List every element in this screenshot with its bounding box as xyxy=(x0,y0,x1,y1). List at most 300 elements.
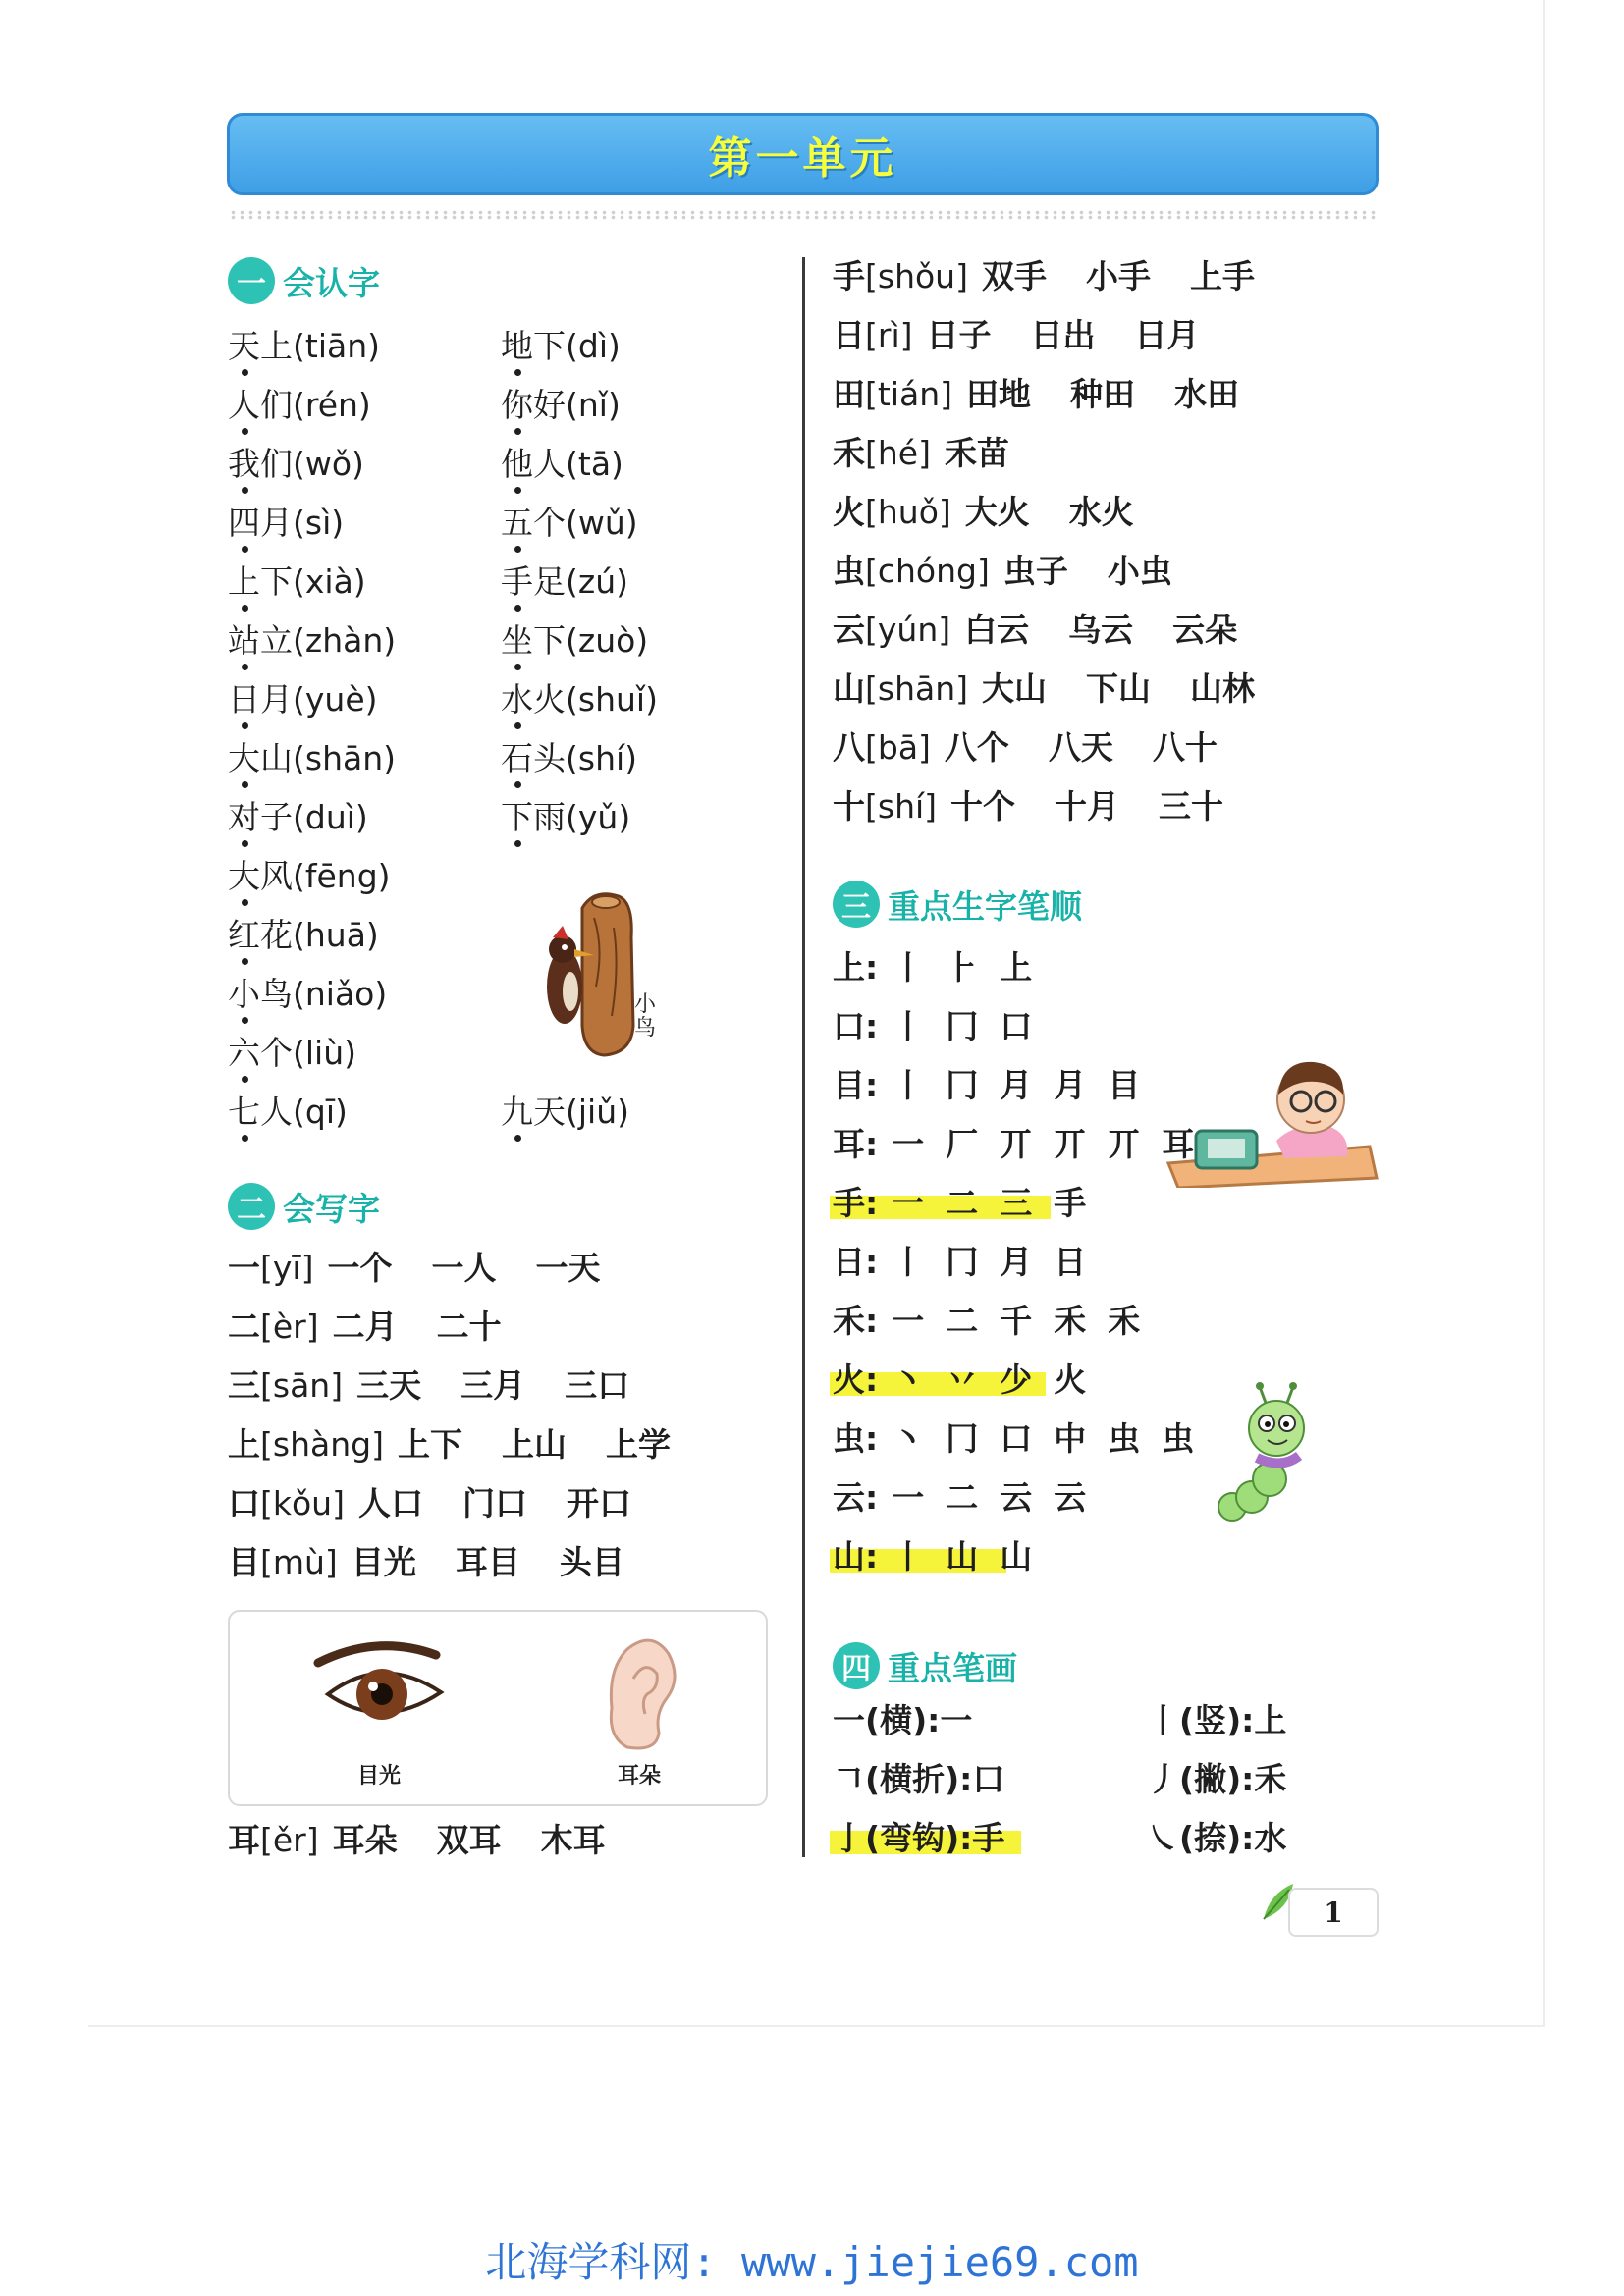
word-group xyxy=(1003,552,1212,590)
pinyin: (nǐ) xyxy=(566,386,621,424)
dotted-char: 五 xyxy=(501,504,533,542)
stroke-step: 一 xyxy=(892,1184,925,1222)
word: 下山 xyxy=(1086,669,1151,708)
stroke-step: 虫 xyxy=(1162,1419,1195,1458)
stroke-step: 云 xyxy=(1054,1478,1087,1517)
recognize-word xyxy=(501,327,621,366)
eye-illustration xyxy=(308,1633,456,1741)
write-item xyxy=(228,1366,669,1406)
word: 山林 xyxy=(1190,669,1255,708)
word: 人口 xyxy=(357,1484,423,1522)
dotted-char: 你 xyxy=(501,386,533,424)
word: 开口 xyxy=(566,1484,631,1522)
stroke-order-row xyxy=(833,1066,1162,1105)
dotted-char: 我 xyxy=(228,445,260,483)
pinyin: (yǔ) xyxy=(566,798,631,836)
word-group xyxy=(950,787,1263,826)
section-title: 会写字 xyxy=(283,1189,380,1228)
char: 人 xyxy=(260,1093,293,1131)
pinyin: [yún] xyxy=(865,611,951,649)
dotted-char: 石 xyxy=(501,739,533,777)
dotted-char: 七 xyxy=(228,1093,260,1131)
recognize-word xyxy=(501,1093,629,1132)
write-item xyxy=(833,611,1276,650)
word: 十月 xyxy=(1055,787,1120,826)
word: 耳目 xyxy=(455,1543,520,1581)
word: 头目 xyxy=(559,1543,624,1581)
stroke-step: 丌 xyxy=(1108,1125,1141,1163)
word: 三天 xyxy=(356,1366,422,1405)
stroke-order-char: 虫: xyxy=(833,1419,879,1458)
stroke-order-row xyxy=(833,948,1054,988)
dotted-char: 日 xyxy=(228,680,260,719)
unit-banner xyxy=(227,113,1379,195)
write-char: 一 xyxy=(228,1249,260,1287)
pinyin: (zuò) xyxy=(566,621,649,660)
pinyin: (qī) xyxy=(293,1093,348,1131)
stroke-step: 耳 xyxy=(1162,1125,1195,1163)
pinyin: (yuè) xyxy=(293,680,378,719)
word: 三十 xyxy=(1159,787,1224,826)
recognize-word xyxy=(228,445,364,484)
recognize-word xyxy=(501,445,623,484)
stroke-step: 禾 xyxy=(1054,1302,1087,1340)
pinyin: [huǒ] xyxy=(865,493,951,531)
write-item xyxy=(833,434,1049,473)
char: 足 xyxy=(533,562,566,601)
word: 双耳 xyxy=(436,1821,502,1859)
word-group xyxy=(965,493,1173,531)
pinyin: (niǎo) xyxy=(293,975,388,1013)
pinyin: [shàng] xyxy=(260,1425,384,1464)
word: 小手 xyxy=(1085,257,1151,295)
recognize-word xyxy=(501,504,638,543)
write-char: 火 xyxy=(833,493,865,531)
write-char: 禾 xyxy=(833,434,865,472)
recognize-word xyxy=(228,975,387,1014)
pinyin: [yī] xyxy=(260,1249,314,1287)
section-header-stroke-order xyxy=(833,881,1082,928)
dotted-char: 上 xyxy=(228,562,260,601)
word: 八十 xyxy=(1152,728,1218,767)
pinyin: (shuǐ) xyxy=(566,680,658,719)
char: 下 xyxy=(260,562,293,601)
stroke-step: 丌 xyxy=(1054,1125,1087,1163)
page-edge xyxy=(1543,0,1545,2027)
word: 日子 xyxy=(926,316,992,354)
stroke-step: 丨 xyxy=(892,1007,925,1045)
write-char: 三 xyxy=(228,1366,260,1405)
word-group xyxy=(964,611,1276,649)
pinyin: [èr] xyxy=(260,1308,319,1346)
word: 上学 xyxy=(605,1425,671,1464)
dotted-char: 站 xyxy=(228,621,260,660)
pinyin: (jiǔ) xyxy=(566,1093,630,1131)
char: 下 xyxy=(533,621,566,660)
stroke-step: 千 xyxy=(1000,1302,1033,1340)
section-title: 会认字 xyxy=(283,263,380,302)
word: 白云 xyxy=(964,611,1030,649)
stroke-order-char: 耳: xyxy=(833,1125,879,1163)
write-char: 目 xyxy=(228,1543,260,1581)
write-item xyxy=(833,316,1239,355)
stroke-order-char: 日: xyxy=(833,1243,879,1281)
stroke-step: 少 xyxy=(1000,1361,1033,1399)
char: 天 xyxy=(533,1093,566,1131)
dotted-char: 手 xyxy=(501,562,533,601)
recognize-word xyxy=(228,327,380,366)
stroke-step: 月 xyxy=(1000,1066,1033,1104)
recognize-word xyxy=(228,562,366,602)
write-char: 云 xyxy=(833,611,865,649)
recognize-word xyxy=(228,504,344,543)
write-char: 日 xyxy=(833,316,865,354)
write-item xyxy=(228,1484,671,1523)
char: 鸟 xyxy=(260,975,293,1013)
pinyin: (wǒ) xyxy=(293,445,364,483)
recognize-word xyxy=(228,739,396,778)
stroke-order-row xyxy=(833,1007,1054,1046)
word: 一天 xyxy=(535,1249,601,1287)
word: 虫子 xyxy=(1002,552,1068,590)
char: 们 xyxy=(260,445,293,483)
word: 水田 xyxy=(1174,375,1239,413)
word: 木耳 xyxy=(540,1821,606,1859)
char: 花 xyxy=(260,916,293,954)
word: 十个 xyxy=(950,787,1016,826)
word: 田地 xyxy=(966,375,1031,413)
write-char: 手 xyxy=(833,257,865,295)
write-char: 虫 xyxy=(833,552,865,590)
write-item xyxy=(833,787,1263,827)
word: 小虫 xyxy=(1107,552,1172,590)
dotted-char: 红 xyxy=(228,916,260,954)
word: 乌云 xyxy=(1068,611,1134,649)
stroke-step: 中 xyxy=(1054,1419,1087,1458)
page-edge xyxy=(88,2025,1545,2027)
recognize-word xyxy=(501,798,630,837)
recognize-word xyxy=(501,680,658,720)
dotted-char: 人 xyxy=(228,386,260,424)
pinyin: [rì] xyxy=(865,316,913,354)
stroke-step: 一 xyxy=(892,1478,925,1517)
stroke-order-char: 上: xyxy=(833,948,879,987)
word: 八个 xyxy=(944,728,1009,767)
eye-ear-illustration-box xyxy=(228,1610,768,1806)
word-group xyxy=(327,1249,639,1287)
stroke-order-row xyxy=(833,1361,1108,1400)
stroke-step: ⺊ xyxy=(946,948,979,987)
write-char: 口 xyxy=(228,1484,260,1522)
dotted-char: 大 xyxy=(228,857,260,895)
stroke-step: 一 xyxy=(892,1125,925,1163)
section-header-recognize xyxy=(228,257,380,304)
stroke-order-char: 火: xyxy=(833,1361,879,1399)
stroke-order-char: 禾: xyxy=(833,1302,879,1340)
section-badge: 三 xyxy=(833,881,880,928)
unit-title: 第一单元 xyxy=(708,133,897,184)
stroke-step: 冂 xyxy=(946,1007,979,1045)
word-group xyxy=(333,1308,541,1346)
pinyin: [shí] xyxy=(865,787,938,826)
stroke-order-char: 云: xyxy=(833,1478,879,1517)
stroke-step: 上 xyxy=(1000,948,1033,987)
write-item xyxy=(228,1249,639,1288)
recognize-word xyxy=(228,798,368,837)
write-char: 十 xyxy=(833,787,865,826)
char: 子 xyxy=(260,798,293,836)
char: 山 xyxy=(260,739,293,777)
dotted-char: 四 xyxy=(228,504,260,542)
pinyin: (duì) xyxy=(293,798,368,836)
stroke-order-char: 手: xyxy=(833,1184,879,1222)
stroke-order-row xyxy=(833,1419,1216,1459)
dotted-char: 九 xyxy=(501,1093,533,1131)
stroke-step: 日 xyxy=(1054,1243,1087,1281)
dotted-char: 大 xyxy=(228,739,260,777)
word-group xyxy=(356,1366,669,1405)
word: 目光 xyxy=(351,1543,416,1581)
stroke-order-row xyxy=(833,1478,1108,1518)
pinyin: (fēng) xyxy=(293,857,391,895)
stroke-step: 冂 xyxy=(946,1419,979,1458)
word-group xyxy=(982,669,1294,708)
key-stroke-left: 一(横):一 xyxy=(833,1701,973,1739)
pinyin: (tā) xyxy=(566,445,623,483)
pinyin: (shí) xyxy=(566,739,638,777)
char: 立 xyxy=(260,621,293,660)
char: 好 xyxy=(533,386,566,424)
pinyin: [bā] xyxy=(865,728,931,767)
word: 上手 xyxy=(1189,257,1255,295)
word: 上山 xyxy=(501,1425,567,1464)
key-stroke-left: 亅(弯钩):手 xyxy=(833,1819,1005,1857)
word: 三月 xyxy=(460,1366,526,1405)
word: 三口 xyxy=(565,1366,630,1405)
stroke-step: 厂 xyxy=(946,1125,979,1163)
ear-caption: 耳朵 xyxy=(618,1764,662,1789)
write-item xyxy=(833,375,1278,414)
stroke-step: 禾 xyxy=(1108,1302,1141,1340)
dotted-char: 地 xyxy=(501,327,533,365)
recognize-word xyxy=(501,739,637,778)
boy-illustration xyxy=(1159,1041,1380,1188)
recognize-word xyxy=(501,562,628,602)
stroke-step: 云 xyxy=(1000,1478,1033,1517)
stroke-order-row xyxy=(833,1537,1054,1576)
key-stroke-right: ㇏(捺):水 xyxy=(1147,1819,1287,1857)
char: 上 xyxy=(260,327,293,365)
stroke-step: 口 xyxy=(1000,1419,1033,1458)
stroke-step: 丨 xyxy=(892,948,925,987)
write-item xyxy=(833,257,1294,296)
char: 们 xyxy=(260,386,293,424)
stroke-step: 丨 xyxy=(892,1066,925,1104)
recognize-word xyxy=(228,1093,348,1132)
word: 日月 xyxy=(1134,316,1200,354)
stroke-step: 月 xyxy=(1000,1243,1033,1281)
column-divider xyxy=(802,257,805,1857)
pinyin: [shǒu] xyxy=(865,257,968,295)
pinyin: [chóng] xyxy=(865,552,990,590)
section-title: 重点生字笔顺 xyxy=(888,886,1082,926)
stroke-step: 丨 xyxy=(892,1243,925,1281)
pinyin: (dì) xyxy=(566,327,621,365)
section-header-write xyxy=(228,1183,380,1230)
write-char: 上 xyxy=(228,1425,260,1464)
section-badge: 四 xyxy=(833,1642,880,1689)
stroke-step: 二 xyxy=(946,1302,979,1340)
stroke-order-row xyxy=(833,1243,1108,1282)
word: 耳朵 xyxy=(332,1821,398,1859)
word: 大山 xyxy=(982,669,1047,708)
pinyin: [kǒu] xyxy=(260,1484,345,1522)
word: 双手 xyxy=(981,257,1047,295)
stroke-step: 手 xyxy=(1054,1184,1087,1222)
write-item xyxy=(833,552,1212,591)
stroke-step: 山 xyxy=(1000,1537,1033,1575)
dotted-divider xyxy=(229,210,1378,220)
word: 禾苗 xyxy=(944,434,1009,472)
word: 一个 xyxy=(327,1249,393,1287)
stroke-order-char: 口: xyxy=(833,1007,879,1045)
stroke-step: 丌 xyxy=(1000,1125,1033,1163)
write-item xyxy=(833,493,1173,532)
char: 月 xyxy=(260,680,293,719)
write-item xyxy=(833,669,1294,709)
word: 一人 xyxy=(431,1249,497,1287)
key-stroke-right: 丨(竖):上 xyxy=(1147,1701,1287,1739)
bird-caption: 小鸟 xyxy=(634,992,657,1041)
word: 门口 xyxy=(461,1484,527,1522)
caterpillar-illustration xyxy=(1203,1379,1321,1526)
dotted-char: 水 xyxy=(501,680,533,719)
dotted-char: 他 xyxy=(501,445,533,483)
word-group xyxy=(945,434,1049,472)
write-char: 田 xyxy=(833,375,865,413)
recognize-word xyxy=(501,621,648,661)
char: 风 xyxy=(260,857,293,895)
pinyin: [sān] xyxy=(260,1366,344,1405)
recognize-word xyxy=(228,857,391,896)
write-char: 八 xyxy=(833,728,865,767)
stroke-step: 一 xyxy=(892,1302,925,1340)
stroke-step: 三 xyxy=(1000,1184,1033,1222)
pinyin: [mù] xyxy=(260,1543,338,1581)
dotted-char: 天 xyxy=(228,327,260,365)
recognize-word xyxy=(501,386,621,425)
stroke-order-row xyxy=(833,1302,1162,1341)
char: 月 xyxy=(260,504,293,542)
pinyin: (huā) xyxy=(293,916,379,954)
stroke-step: 冂 xyxy=(946,1066,979,1104)
section-header-key-strokes xyxy=(833,1642,1017,1689)
page-number: 1 xyxy=(1288,1888,1379,1937)
pinyin: (tiān) xyxy=(293,327,380,365)
word-group xyxy=(927,316,1239,354)
key-stroke-right: 丿(撇):禾 xyxy=(1147,1760,1287,1798)
char: 火 xyxy=(533,680,566,719)
pinyin: [tián] xyxy=(865,375,952,413)
write-char: 山 xyxy=(833,669,865,708)
stroke-step: 丶 xyxy=(892,1419,925,1458)
pinyin: (rén) xyxy=(293,386,371,424)
stroke-step: 口 xyxy=(1000,1007,1033,1045)
word: 水火 xyxy=(1068,493,1134,531)
stroke-order-char: 山: xyxy=(833,1537,879,1575)
recognize-word xyxy=(228,680,378,720)
dotted-char: 对 xyxy=(228,798,260,836)
write-item: 耳[ěr] 耳朵 双耳 木耳 xyxy=(228,1821,606,1859)
ear-illustration xyxy=(598,1629,686,1757)
stroke-step: 丶 xyxy=(892,1361,925,1399)
word: 大火 xyxy=(964,493,1030,531)
word: 二十 xyxy=(436,1308,502,1346)
write-item xyxy=(228,1425,710,1465)
stroke-step: 二 xyxy=(946,1184,979,1222)
pinyin: [shān] xyxy=(865,669,968,708)
word: 二月 xyxy=(332,1308,398,1346)
section-badge: 一 xyxy=(228,257,275,304)
stroke-order-row xyxy=(833,1184,1108,1223)
stroke-step: 丨 xyxy=(892,1537,925,1575)
write-item xyxy=(228,1308,541,1347)
char: 下 xyxy=(533,327,566,365)
dotted-char: 小 xyxy=(228,975,260,1013)
stroke-step: 山 xyxy=(946,1537,979,1575)
word: 种田 xyxy=(1070,375,1135,413)
word-group xyxy=(982,257,1294,295)
char: 雨 xyxy=(533,798,566,836)
word: 日出 xyxy=(1030,316,1096,354)
word: 上下 xyxy=(397,1425,462,1464)
stroke-step: 丷 xyxy=(946,1361,979,1399)
pinyin: (zú) xyxy=(566,562,628,601)
pinyin: (liù) xyxy=(293,1034,357,1072)
recognize-word xyxy=(228,386,371,425)
recognize-word xyxy=(228,621,396,661)
section-badge: 二 xyxy=(228,1183,275,1230)
pinyin: (shān) xyxy=(293,739,396,777)
word: 八天 xyxy=(1048,728,1113,767)
word: 云朵 xyxy=(1172,611,1238,649)
stroke-order-char: 目: xyxy=(833,1066,879,1104)
stroke-step: 二 xyxy=(946,1478,979,1517)
pinyin: (sì) xyxy=(293,504,345,542)
word-group xyxy=(966,375,1278,413)
stroke-step: 月 xyxy=(1054,1066,1087,1104)
char: 个 xyxy=(533,504,566,542)
section-title: 重点笔画 xyxy=(888,1648,1017,1687)
key-stroke-left: 𠃍(横折):口 xyxy=(833,1760,1005,1798)
recognize-word xyxy=(228,916,379,955)
footer-watermark: 北海学科网: www.jiejie69.com xyxy=(485,2238,1139,2286)
dotted-char: 坐 xyxy=(501,621,533,660)
word-group xyxy=(398,1425,710,1464)
stroke-step: 火 xyxy=(1054,1361,1087,1399)
char: 个 xyxy=(260,1034,293,1072)
stroke-step: 目 xyxy=(1108,1066,1141,1104)
char: 头 xyxy=(533,739,566,777)
write-item xyxy=(228,1543,664,1582)
stroke-step: 冂 xyxy=(946,1243,979,1281)
write-char: 二 xyxy=(228,1308,260,1346)
dotted-char: 六 xyxy=(228,1034,260,1072)
pinyin: (wǔ) xyxy=(566,504,638,542)
dotted-char: 下 xyxy=(501,798,533,836)
word-group xyxy=(352,1543,664,1581)
pinyin: [hé] xyxy=(865,434,931,472)
